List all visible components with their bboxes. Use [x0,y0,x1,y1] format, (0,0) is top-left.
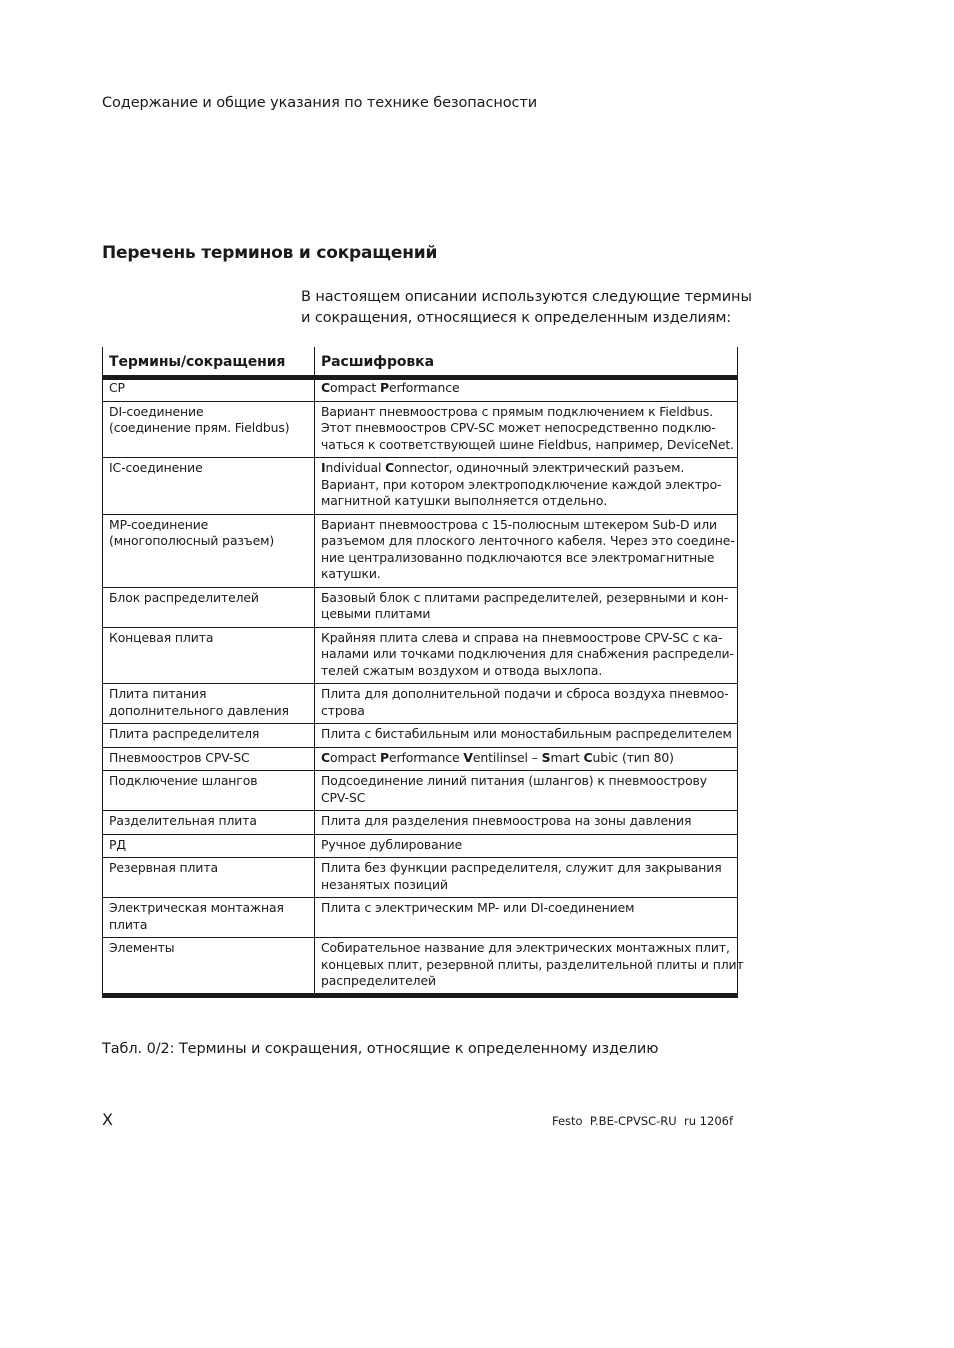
document-reference: Festo P.BE-CPVSC-RU ru 1206f [551,1114,733,1128]
term-line: Подключение шлангов [109,773,258,788]
term-line: IC-соединение [109,460,203,475]
term-cell [103,834,315,858]
description-line: Ручное дублирование [321,836,463,852]
term-cell [103,771,315,811]
table-row [103,858,738,898]
term-cell [103,747,315,771]
description-line: магнитной катушки выполняется отдельно. [321,493,608,508]
running-head: Содержание и общие указания по технике безопасности [102,95,538,111]
table-row [103,747,738,771]
term-cell [103,514,315,587]
table-header-row [103,347,738,378]
description-cell [315,811,738,835]
description-line: распределителей [321,973,436,988]
table-row [103,684,738,724]
description-line: Собирательное название для электрических монтажных плит, [321,940,730,955]
description-line: незанятых позиций [321,876,448,892]
table-row [103,724,738,748]
term-line: DI-соединение [109,403,204,419]
description-line: Compact Performance [321,380,460,395]
term-cell [103,684,315,724]
intro-line: В настоящем описании используются следующие термины [301,289,752,305]
column-header-description: Расшифровка [315,347,738,378]
term-line: дополнительного давления [109,702,289,718]
page-number: X [102,1110,113,1129]
table-caption: Табл. 0/2: Термины и сокращения, относящие к определенному изделию [102,1041,659,1057]
description-cell [315,627,738,684]
term-line: (многополюсный разъем) [109,533,275,548]
term-line: Концевая плита [109,629,214,645]
description-line: Вариант пневмоострова с 15-полюсным штекером Sub-D или [321,516,717,532]
description-line: цевыми плитами [321,606,431,621]
description-line: налами или точками подключения для снабжения распредели- [321,646,734,661]
description-cell [315,514,738,587]
table-row [103,587,738,627]
description-line: Подсоединение линий питания (шлангов) к пневмоострову [321,773,707,788]
description-line: Плита для разделения пневмоострова на зоны давления [321,813,692,828]
description-cell [315,724,738,748]
description-cell [315,938,744,996]
table-row [103,401,738,458]
description-cell [315,458,738,515]
column-header-terms: Термины/сокращения [103,347,315,378]
term-cell [103,811,315,835]
description-line: Крайняя плита слева и справа на пневмоострове CPV-SC с ка- [321,629,723,645]
term-line: (соединение прям. Fieldbus) [109,420,290,435]
term-line: РД [109,836,126,852]
description-line: концевых плит, резервной плиты, разделительной плиты и плит [321,956,744,972]
description-line: строва [321,702,365,718]
section-title: Перечень терминов и сокращений [102,243,438,263]
description-line: Плита для дополнительной подачи и сброса воздуха пневмоо- [321,686,729,701]
table-row [103,378,738,402]
description-line: Плита с электрическим MP- или DI-соединением [321,900,635,915]
term-line: Блок распределителей [109,589,259,605]
table-row [103,627,738,684]
term-cell [103,938,315,996]
term-line: Плита питания [109,686,207,701]
description-line: Базовый блок с плитами распределителей, резервными и кон- [321,589,729,605]
term-line: Пневмоостров CPV-SC [109,749,250,765]
terms-table-body [103,378,744,996]
table-row [103,811,738,835]
description-line: чаться к соответствующей шине Fieldbus, например, DeviceNet. [321,436,734,452]
term-cell [103,898,315,938]
term-cell [103,458,315,515]
description-cell [315,898,738,938]
description-line: Этот пневмоостров CPV-SC может непосредственно подклю- [321,420,716,435]
table-row [103,898,738,938]
description-line: CPV-SC [321,789,366,805]
description-line: Compact Performance Ventilinsel – Smart Cubic (тип 80) [321,749,674,765]
term-cell [103,627,315,684]
term-cell [103,858,315,898]
description-line: Вариант, при котором электроподключение каждой электро- [321,476,722,492]
description-cell [315,858,738,898]
description-cell [315,684,738,724]
description-line: Плита без функции распределителя, служит для закрывания [321,860,722,875]
term-line: Разделительная плита [109,813,257,828]
intro-line: и сокращения, относящиеся к определенным изделиям: [301,310,732,326]
table-row [103,771,738,811]
description-line: Вариант пневмоострова с прямым подключением к Fieldbus. [321,403,714,419]
table-row [103,834,738,858]
term-line: MP-соединение [109,516,209,532]
intro-paragraph [301,287,752,329]
description-line: Individual Connector, одиночный электрический разъем. [321,460,685,475]
table-row [103,938,738,996]
term-cell [103,724,315,748]
term-line: Резервная плита [109,860,218,875]
description-line: ние централизованно подключаются все электромагнитные [321,549,715,565]
term-cell [103,587,315,627]
table-row [103,514,738,587]
term-line: Электрическая монтажная [109,900,284,915]
description-cell [315,401,738,458]
term-cell [103,401,315,458]
description-cell [315,771,738,811]
description-cell [315,834,738,858]
description-cell [315,747,738,771]
terms-table [102,347,744,998]
term-line: Элементы [109,940,175,955]
term-cell [103,378,315,402]
description-line: Плита с бистабильным или моностабильным распределителем [321,726,732,741]
term-line: плита [109,916,148,932]
table-row [103,458,738,515]
description-cell [315,378,738,402]
description-cell [315,587,738,627]
description-line: катушки. [321,566,381,581]
term-line: CP [109,380,125,395]
description-line: телей сжатым воздухом и отвода выхлопа. [321,662,603,678]
term-line: Плита распределителя [109,726,260,741]
description-line: разъемом для плоского ленточного кабеля. Через это соедине- [321,533,735,548]
